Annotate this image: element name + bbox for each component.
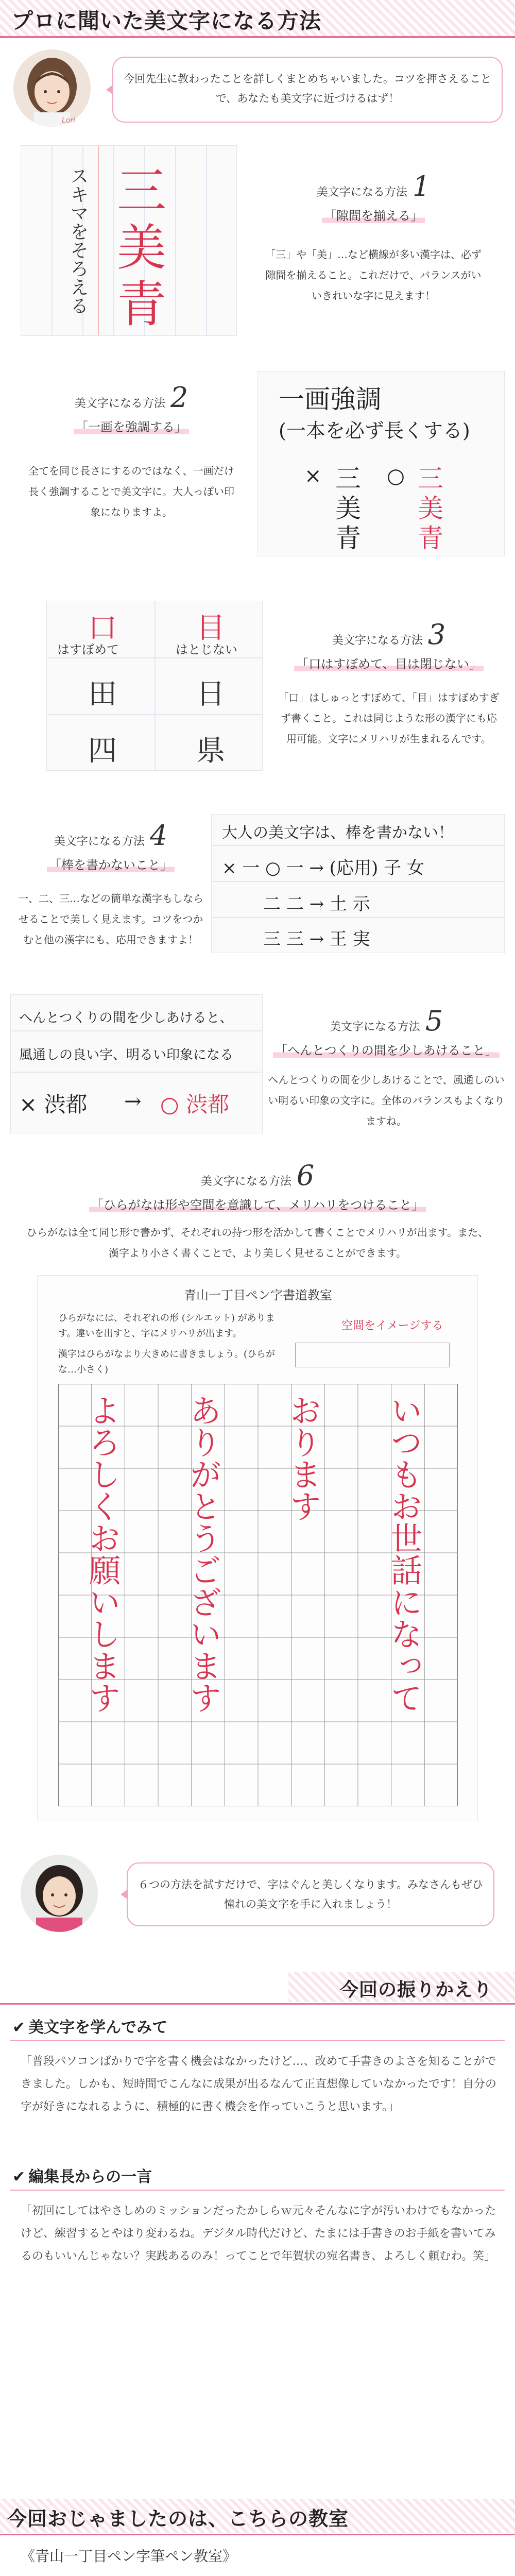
- method5-text: [263, 1005, 510, 1131]
- method2-number: 2: [170, 381, 188, 414]
- method5-desc: へんとつくりの間を少しあけることで、風通しのいい明るい印象の文字に。全体のバランスもよくなりますね。: [268, 1074, 505, 1127]
- method4-heading: 「棒を書かないこと」: [47, 858, 175, 872]
- method4-title: 大人の美文字は、棒を書かない！: [222, 824, 454, 842]
- method3-note-right: はとじない: [176, 642, 237, 657]
- method1-desc: 「三」や「美」…など横線が多い漢字は、必ず隙間を揃えること。これだけで、バランスがいいきれいな字に見えます！: [265, 248, 482, 302]
- intro-text: 今回先生に教わったことを詳しくまとめちゃいました。コツを押さえることで、あなたも美文字に近づけるはず！: [124, 73, 491, 105]
- title-underline: [0, 36, 515, 38]
- method1-text: [242, 170, 505, 306]
- method5-line2: 風通しの良い字、明るい印象になる: [19, 1047, 234, 1063]
- method2-good-char-2: 美: [418, 494, 443, 523]
- method3-number: 3: [427, 618, 446, 651]
- method1-char-1: 三: [117, 162, 166, 220]
- review-underline: [0, 2003, 515, 2005]
- learned-title: 美文字を学んでみて: [28, 2019, 168, 2037]
- method4-text: [10, 819, 211, 950]
- worksheet-column-1: いつもお世話になって: [385, 1394, 423, 1714]
- method1-vertical-note: スキマをそろえる: [67, 166, 89, 315]
- method2-line2: (一本を必ず長くする): [279, 419, 470, 442]
- method4-photo: [211, 814, 505, 953]
- worksheet-note-2: 漢字はひらがなより大きめに書きましょう。(ひらがな…小さく): [58, 1349, 276, 1375]
- method1-heading: 「隙間を揃える」: [322, 209, 425, 223]
- method2-o-mark: ○: [387, 464, 405, 488]
- intro-bubble: [112, 57, 503, 123]
- method3-right-char-2: 日: [196, 677, 225, 711]
- teacher-illustration: [21, 1855, 98, 1932]
- method5-line1: へんとつくりの間を少しあけると、: [19, 1010, 233, 1026]
- method1-label: 美文字になる方法: [316, 186, 407, 199]
- method5-arrow: →: [124, 1090, 142, 1113]
- method5-heading: 「へんとつくりの間を少しあけること」: [273, 1043, 500, 1058]
- method2-good-char-3: 青: [418, 523, 443, 553]
- method6-number: 6: [296, 1159, 315, 1192]
- page-title: プロに聞いた美文字になる方法: [11, 8, 322, 33]
- method6-heading: 「ひらがなは形や空間を意識して、メリハリをつけること」: [89, 1198, 426, 1212]
- worksheet-column-4: よろしくお願いします: [83, 1394, 121, 1714]
- learned-heading: [12, 2014, 167, 2037]
- method4-desc: 一、二、三…などの簡単な漢字もしならせることで美しく見えます。コツをつかむと他の漢字にも、応用できますよ！: [18, 892, 203, 946]
- closing-text: ６つの方法を試すだけで、字はぐんと美しくなります。みなさんもぜひ憧れの美文字を手に入れましょう！: [138, 1878, 483, 1910]
- method2-bad-char-2: 美: [335, 494, 361, 523]
- method2-line1: 一画強調: [279, 384, 382, 414]
- method2-label: 美文字になる方法: [74, 397, 165, 410]
- method3-left-char-2: 田: [88, 677, 117, 711]
- check-icon: ✔: [12, 2168, 26, 2186]
- check-icon: ✔: [12, 2019, 26, 2037]
- closing-bubble: [127, 1862, 494, 1926]
- method3-heading: 「口はすぼめて、目は閉じない」: [294, 657, 484, 671]
- method1-char-3: 青: [117, 276, 166, 333]
- method5-number: 5: [425, 1005, 443, 1037]
- method3-note-left: はすぼめて: [57, 642, 119, 657]
- method3-left-char-1: 口: [88, 612, 117, 645]
- method2-heading: 「一画を強調する」: [74, 420, 189, 434]
- method2-bad-char-3: 青: [335, 523, 361, 553]
- method5-good: ○ 渋都: [160, 1092, 229, 1117]
- school-name: 《青山一丁目ペン字筆ペン教室》: [21, 2548, 237, 2565]
- teacher-avatar: [21, 1855, 98, 1932]
- school-underline: [0, 2534, 515, 2535]
- worksheet-column-3: ありがとうございます: [184, 1394, 222, 1714]
- worksheet-photo: [37, 1275, 478, 1821]
- method3-desc: 「口」はしゅっとすぼめて、「目」はすぼめすぎず書くこと。これは同じような形の漢字にも応用可能。文字にメリハリが生まれるんです。: [278, 691, 500, 745]
- worksheet-column-2: おります: [284, 1394, 322, 1522]
- method4-row-2: 二 二 → 土 示: [263, 894, 370, 914]
- avatar-tag: Lori: [62, 116, 76, 125]
- method3-right-char-3: 県: [196, 734, 225, 768]
- worksheet-side-note: 空間をイメージする: [341, 1319, 443, 1332]
- method4-row-1: × 一 ○ 一 → (応用) 子 女: [222, 858, 424, 878]
- method2-photo: [258, 371, 505, 556]
- method2-bad-char-1: 三: [335, 464, 361, 494]
- method4-row-3: 三 三 → 王 実: [263, 929, 370, 950]
- editor-heading: [12, 2164, 152, 2187]
- method2-x-mark: ×: [304, 464, 322, 488]
- worksheet-note-1: ひらがなには、それぞれの形 (シルエット) があります。違いを出すと、字にメリハリが出ます。: [58, 1313, 275, 1339]
- method1-char-2: 美: [117, 219, 166, 277]
- method4-label: 美文字になる方法: [54, 835, 145, 848]
- method3-right-char-1: 目: [196, 612, 225, 645]
- method6-text: [10, 1159, 505, 1263]
- worksheet-header: 青山一丁目ペン字書道教室: [184, 1288, 332, 1302]
- worksheet-name-box: [295, 1343, 450, 1367]
- method4-number: 4: [149, 819, 168, 852]
- learned-text: 「普段パソコンばかりで字を書く機会はなかったけど…、改めて手書きのよさを知ることができました。しかも、短時間でこんなに成果が出るなんて正直想像していなかったです！自分の字が好きになれるように、積極的に書く機会を作っていこうと思います。」: [21, 2055, 497, 2113]
- avatar-illustration: [13, 49, 91, 127]
- editor-text: 「初回にしてはやさしめのミッションだったかしらｗ元々そんなに字が汚いわけでもなかったけど、練習するとやはり変わるね。デジタル時代だけど、たまには手書きのお手紙を書いてみるのもいいんじゃない？実践あるのみ！ってことで年賀状の宛名書き、よろしく頼むわ。笑」: [21, 2205, 496, 2263]
- method2-desc: 全てを同じ長さにするのではなく、一画だけ長く強調することで美文字に。大人っぽい印象になりますよ。: [28, 465, 234, 518]
- method6-desc: ひらがなは全て同じ形で書かず、それぞれの持つ形を活かして書くことでメリハリが出ます。また、漢字より小さく書くことで、より美しく見せることができます。: [26, 1226, 489, 1259]
- review-title: 今回の振りかえり: [340, 1979, 493, 2001]
- method5-label: 美文字になる方法: [329, 1021, 420, 1033]
- method2-text: [10, 381, 252, 522]
- avatar: [13, 49, 91, 127]
- method3-left-char-3: 四: [88, 734, 117, 768]
- method1-number: 1: [412, 170, 431, 202]
- method3-text: [268, 618, 510, 749]
- method3-label: 美文字になる方法: [332, 634, 423, 647]
- method5-bad: × 渋都: [19, 1092, 88, 1117]
- method5-photo: [10, 994, 263, 1133]
- editor-underline: [10, 2190, 505, 2191]
- school-title: 今回おじゃましたのは、こちらの教室: [7, 2507, 349, 2530]
- method1-photo: [21, 145, 237, 336]
- method6-label: 美文字になる方法: [200, 1175, 291, 1188]
- method3-photo: [46, 601, 263, 771]
- learned-underline: [10, 2040, 505, 2041]
- editor-title: 編集長からの一言: [28, 2168, 152, 2186]
- method2-good-char-1: 三: [418, 464, 443, 494]
